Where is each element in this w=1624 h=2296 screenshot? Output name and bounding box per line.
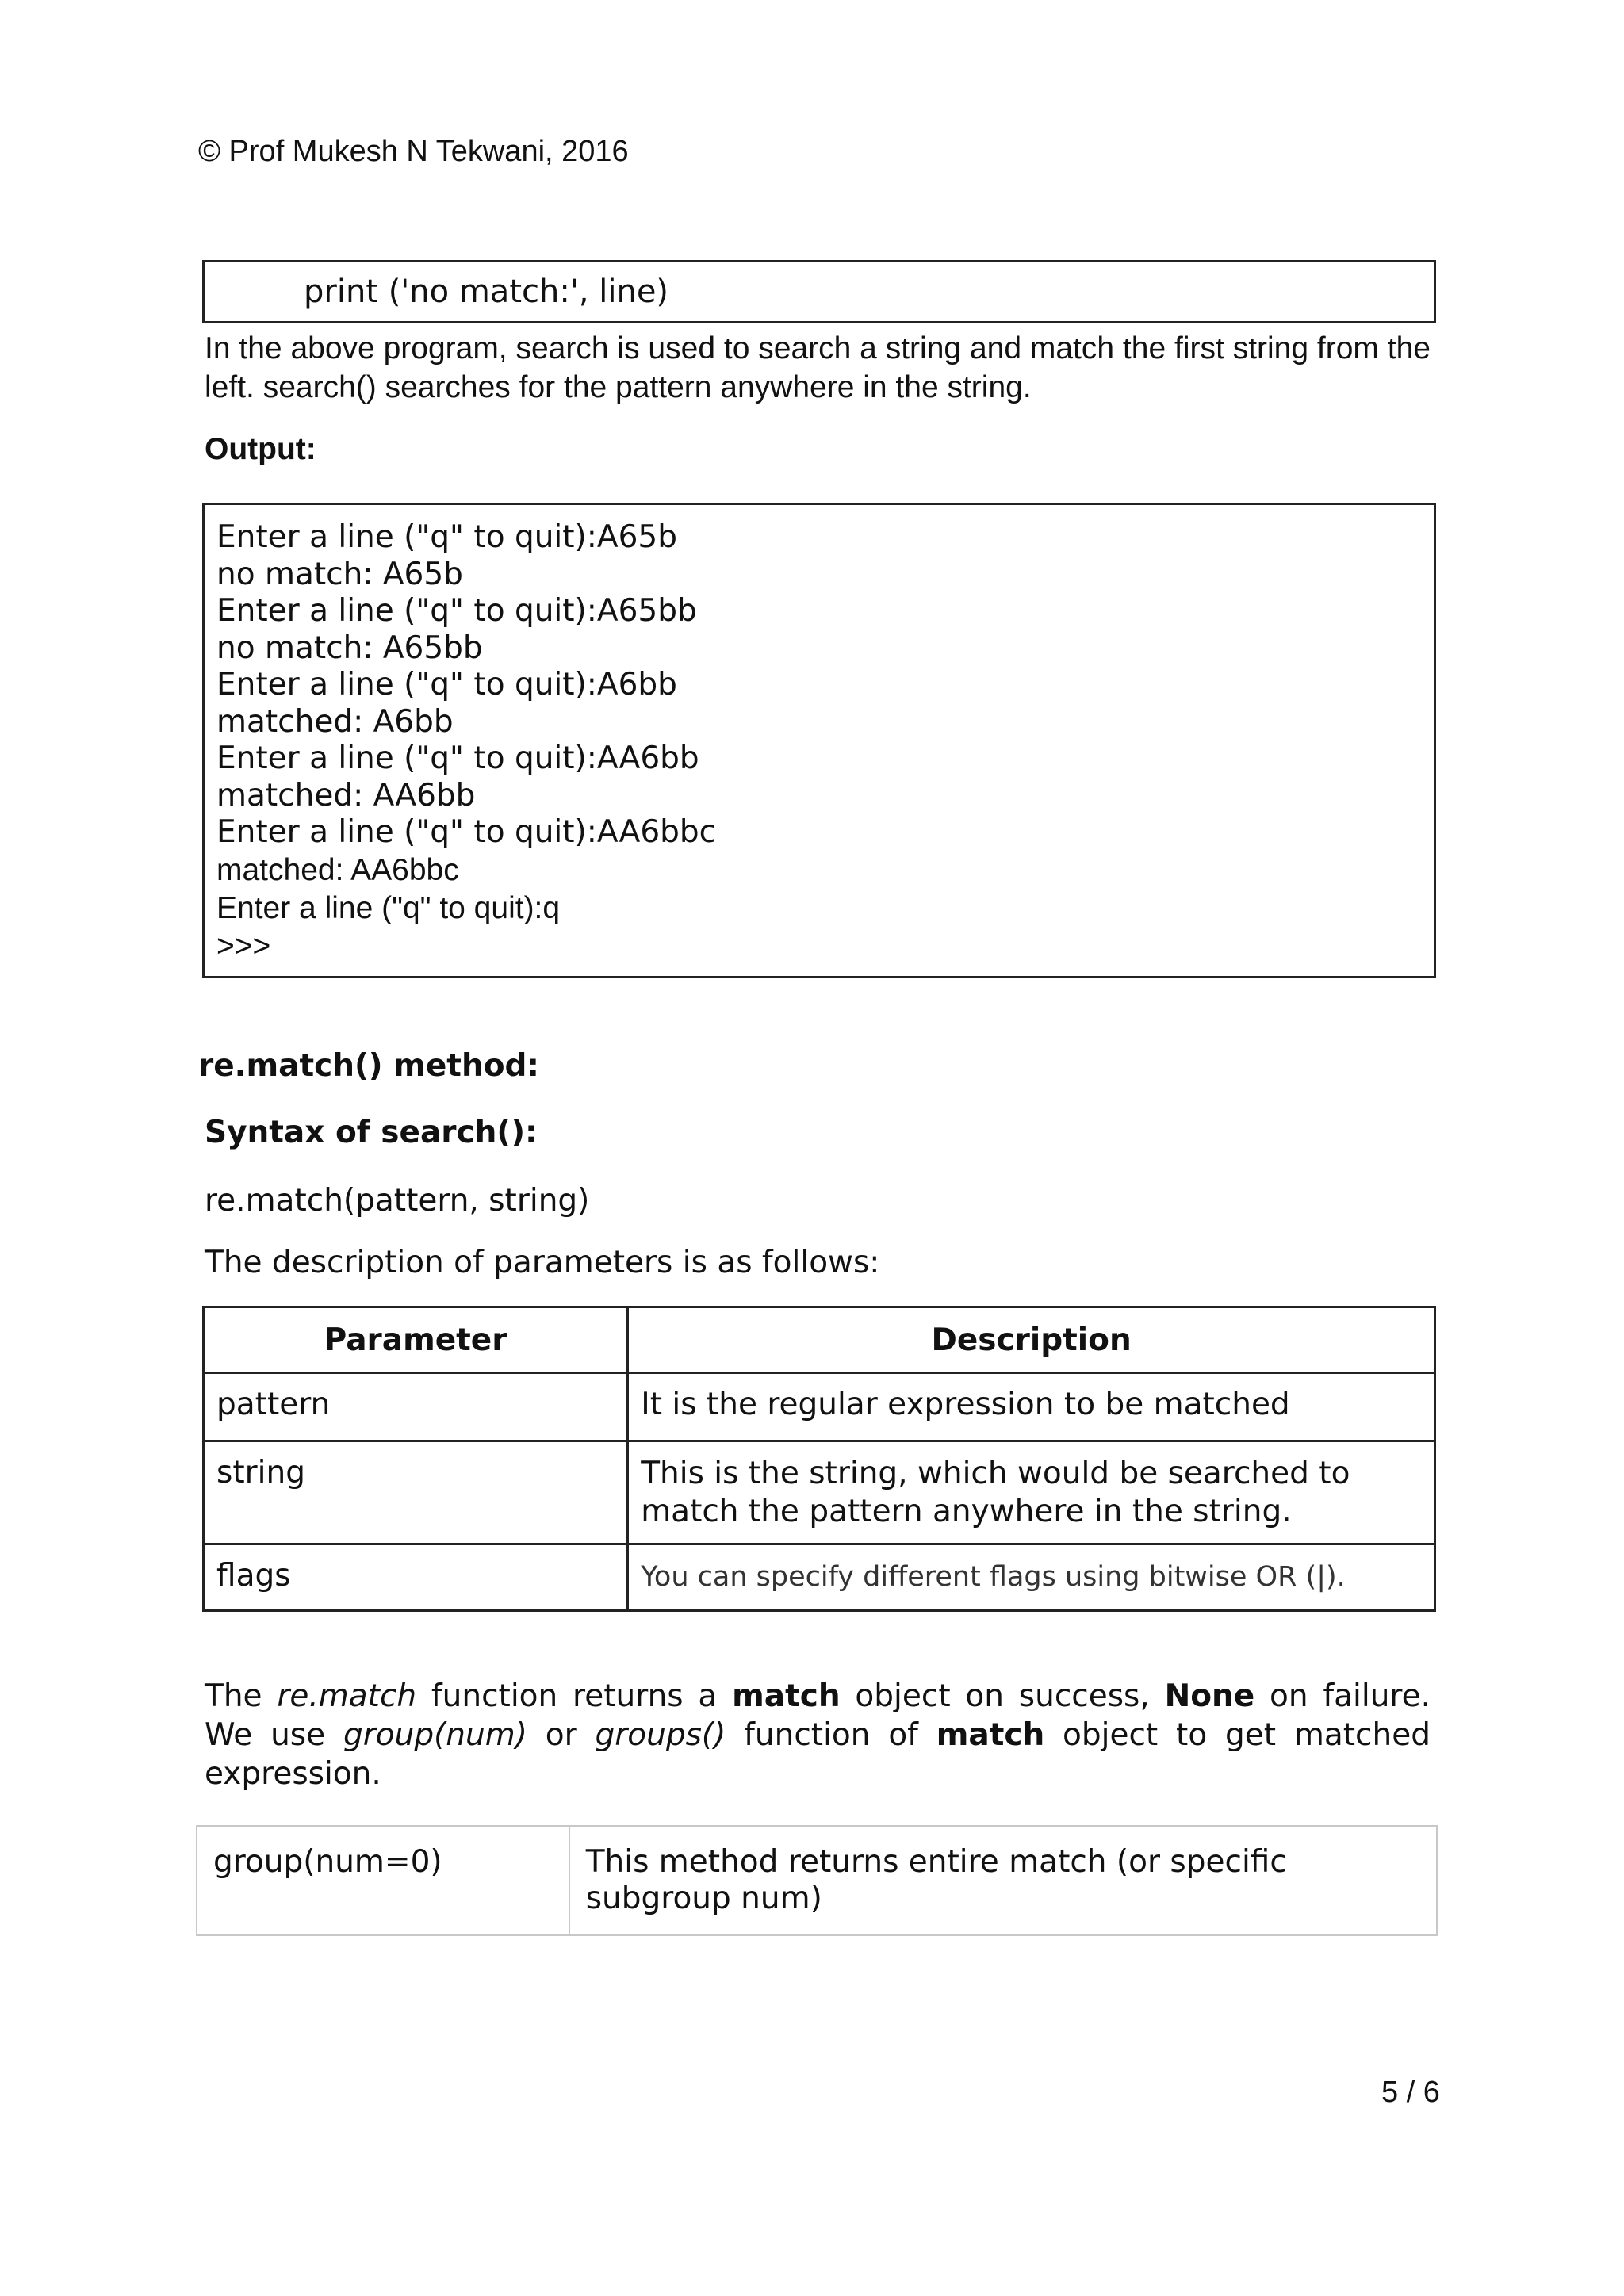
search-explanation-paragraph: In the above program, search is used to search a string and match the first string from the left. search() searches for the pattern anywhere in the string. — [205, 331, 1431, 404]
header-description: Description — [628, 1307, 1435, 1373]
param-name: pattern — [204, 1373, 628, 1441]
output-line: Enter a line ("q" to quit):q — [216, 890, 561, 925]
method-name: group(num=0) — [197, 1826, 569, 1935]
output-line: Enter a line ("q" to quit):A6bb — [216, 667, 677, 702]
table-row — [204, 1544, 1435, 1611]
params-intro: The description of parameters is as follows: — [205, 1245, 880, 1280]
table-row — [197, 1826, 1437, 1935]
table-header-row — [204, 1307, 1435, 1373]
output-line: Enter a line ("q" to quit):A65b — [216, 519, 677, 555]
output-line: matched: AA6bbc — [216, 852, 459, 887]
param-name: flags — [204, 1544, 628, 1611]
syntax-line: re.match(pattern, string) — [205, 1183, 590, 1219]
table-row — [204, 1373, 1435, 1441]
table-row — [204, 1441, 1435, 1544]
re-match-heading: re.match() method: — [198, 1048, 540, 1084]
output-line: Enter a line ("q" to quit):A65bb — [216, 593, 697, 629]
parameters-table — [202, 1306, 1436, 1612]
output-line: matched: A6bb — [216, 703, 454, 740]
param-description: It is the regular expression to be matched — [628, 1373, 1435, 1441]
output-line: matched: AA6bb — [216, 777, 476, 813]
syntax-heading: Syntax of search(): — [205, 1115, 538, 1150]
method-description: This method returns entire match (or specific subgroup num) — [569, 1826, 1437, 1935]
match-return-paragraph: The re.match function returns a match object on success, None on failure. We use group(num) or groups() function of match object to get matched expression. — [205, 1678, 1431, 1792]
page-number: 5 / 6 — [1381, 2076, 1440, 2109]
output-line: no match: A65bb — [216, 629, 483, 666]
output-line: >>> — [216, 928, 271, 963]
output-label: Output: — [205, 432, 316, 466]
group-method-table — [196, 1825, 1438, 1936]
code-snippet-line: print ('no match:', line) — [304, 274, 669, 310]
output-line: Enter a line ("q" to quit):AA6bbc — [216, 814, 717, 850]
code-snippet-box — [202, 260, 1436, 323]
header-parameter: Parameter — [204, 1307, 628, 1373]
program-output-box — [202, 503, 1436, 978]
copyright-header: © Prof Mukesh N Tekwani, 2016 — [198, 135, 629, 168]
param-description: This is the string, which would be searched to match the pattern anywhere in the string. — [628, 1441, 1435, 1544]
param-name: string — [204, 1441, 628, 1544]
output-line: Enter a line ("q" to quit):AA6bb — [216, 740, 699, 776]
param-description: You can specify different flags using bitwise OR (|). — [628, 1544, 1435, 1611]
output-line: no match: A65b — [216, 556, 463, 592]
